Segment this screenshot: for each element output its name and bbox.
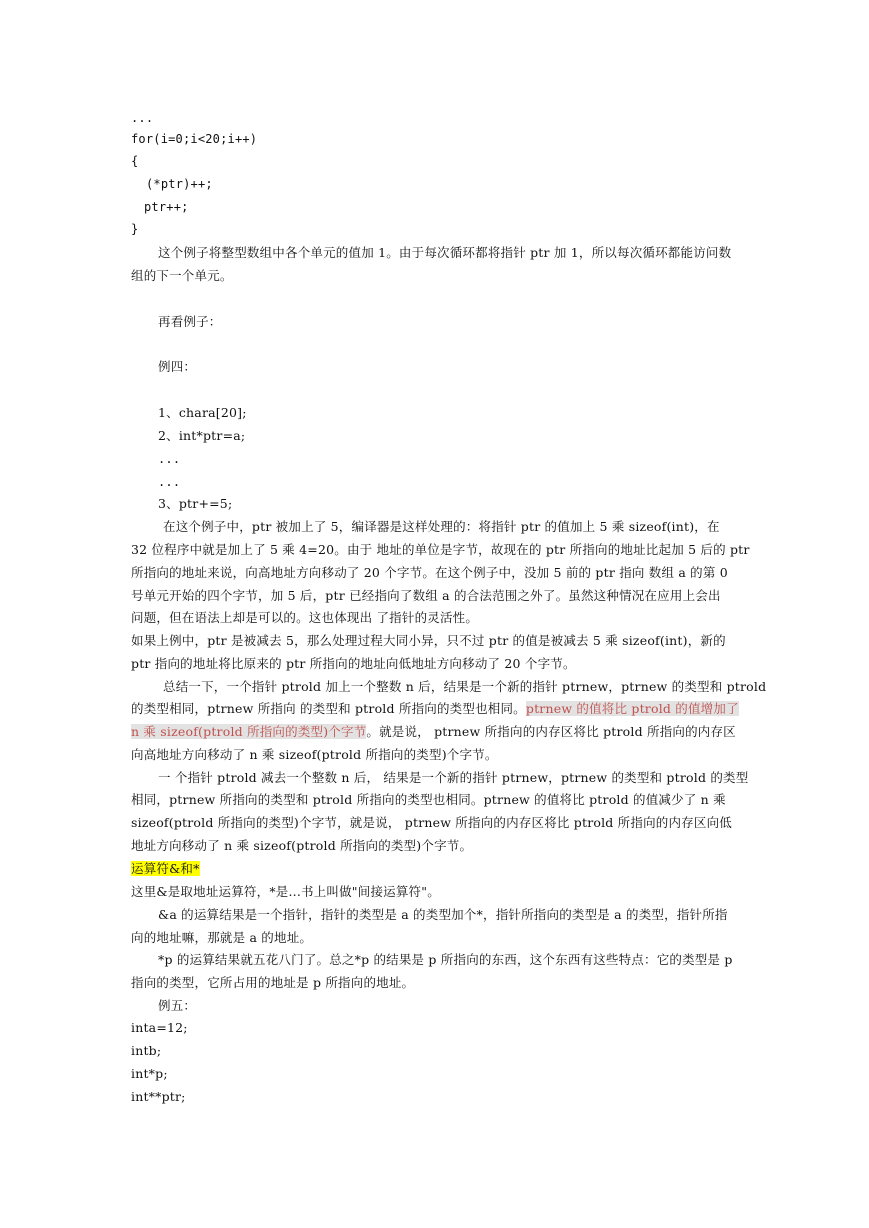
code-line: ...	[158, 452, 181, 466]
paragraph-line: 一 个指针 ptrold 减去一个整数 n 后， 结果是一个新的指针 ptrnew，ptrnew 的类型和 ptrold 的类型	[158, 770, 749, 785]
paragraph-line: 组的下一个单元。	[131, 268, 233, 283]
paragraph-line: 总结一下，一个指针 ptrold 加上一个整数 n 后，结果是一个新的指针 ptrnew，ptrnew 的类型和 ptrold	[163, 679, 767, 694]
code-line: ...	[131, 111, 154, 125]
paragraph-line: 向的地址嘛，那就是 a 的地址。	[131, 930, 313, 945]
paragraph-line: 向高地址方向移动了 n 乘 sizeof(ptrold 所指向的类型)个字节。	[131, 747, 498, 762]
code-line: 1、chara[20];	[158, 405, 247, 420]
code-line: for(i=0;i<20;i++)	[131, 132, 258, 146]
paragraph-line: ptr 指向的地址将比原来的 ptr 所指向的地址向低地址方向移动了 20 个字节。	[131, 656, 576, 671]
example-title: 例五：	[158, 998, 197, 1013]
section-heading-text: 运算符&和*	[131, 861, 200, 876]
paragraph-line: 所指向的地址来说，向高地址方向移动了 20 个字节。在这个例子中，没加 5 前的 ptr 指向 数组 a 的第 0	[131, 565, 728, 580]
paragraph-line: 号单元开始的四个字节，加 5 后，ptr 已经指向了数组 a 的合法范围之外了。虽然这种情况在应用上会出	[131, 588, 721, 603]
paragraph-line: 再看例子：	[158, 314, 222, 329]
section-heading	[131, 861, 200, 877]
paragraph-line: *p 的运算结果就五花八门了。总之*p 的结果是 p 所指向的东西，这个东西有这些特点：它的类型是 p	[158, 952, 733, 967]
paragraph-line: 在这个例子中，ptr 被加上了 5，编译器是这样处理的：将指针 ptr 的值加上 5 乘 sizeof(int)，在	[163, 519, 720, 534]
code-line: }	[131, 222, 139, 236]
code-line: 2、int*ptr=a;	[158, 428, 246, 443]
paragraph-line: 指向的类型，它所占用的地址是 p 所指向的地址。	[131, 975, 415, 990]
highlighted-text: n 乘 sizeof(ptrold 所指向的类型)个字节	[131, 724, 367, 739]
code-line: inta=12;	[131, 1020, 188, 1035]
paragraph-line: 问题，但在语法上却是可以的。这也体现出 了指针的灵活性。	[131, 610, 479, 625]
plain-text: 的类型相同，ptrnew 所指向 的类型和 ptrold 所指向的类型也相同。	[131, 701, 526, 716]
code-line: ptr++;	[144, 200, 189, 214]
paragraph-line	[131, 724, 736, 740]
paragraph-line: 地址方向移动了 n 乘 sizeof(ptrold 所指向的类型)个字节。	[131, 838, 473, 853]
code-line: int*p;	[131, 1066, 168, 1081]
plain-text: 。就是说， ptrnew 所指向的内存区将比 ptrold 所指向的内存区	[366, 724, 736, 739]
example-title: 例四：	[158, 359, 197, 374]
paragraph-line: 相同，ptrnew 所指向的类型和 ptrold 所指向的类型也相同。ptrnew 的值将比 ptrold 的值减少了 n 乘	[131, 792, 726, 807]
code-line: (*ptr)++;	[146, 177, 213, 191]
paragraph-line: &a 的运算结果是一个指针，指针的类型是 a 的类型加个*，指针所指向的类型是 a 的类型，指针所指	[158, 907, 728, 922]
code-line: {	[131, 154, 139, 168]
paragraph-line: 这里&是取地址运算符，*是...书上叫做"间接运算符"。	[131, 884, 440, 899]
paragraph-line: 32 位程序中就是加上了 5 乘 4=20。由于 地址的单位是字节，故现在的 ptr 所指向的地址比起加 5 后的 ptr	[131, 542, 750, 557]
code-line: 3、ptr+=5;	[158, 496, 233, 511]
highlighted-text: ptrnew 的值将比 ptrold 的值增加了	[525, 701, 739, 716]
code-line: intb;	[131, 1043, 162, 1058]
paragraph-line	[131, 701, 739, 717]
code-line: int**ptr;	[131, 1089, 186, 1104]
code-line: ...	[158, 475, 181, 489]
paragraph-line: 这个例子将整型数组中各个单元的值加 1。由于每次循环都将指针 ptr 加 1，所以每次循环都能访问数	[158, 245, 732, 260]
paragraph-line: sizeof(ptrold 所指向的类型)个字节，就是说， ptrnew 所指向的内存区将比 ptrold 所指向的内存区向低	[131, 815, 732, 830]
paragraph-line: 如果上例中，ptr 是被减去 5，那么处理过程大同小异，只不过 ptr 的值是被减去 5 乘 sizeof(int)，新的	[131, 633, 726, 648]
